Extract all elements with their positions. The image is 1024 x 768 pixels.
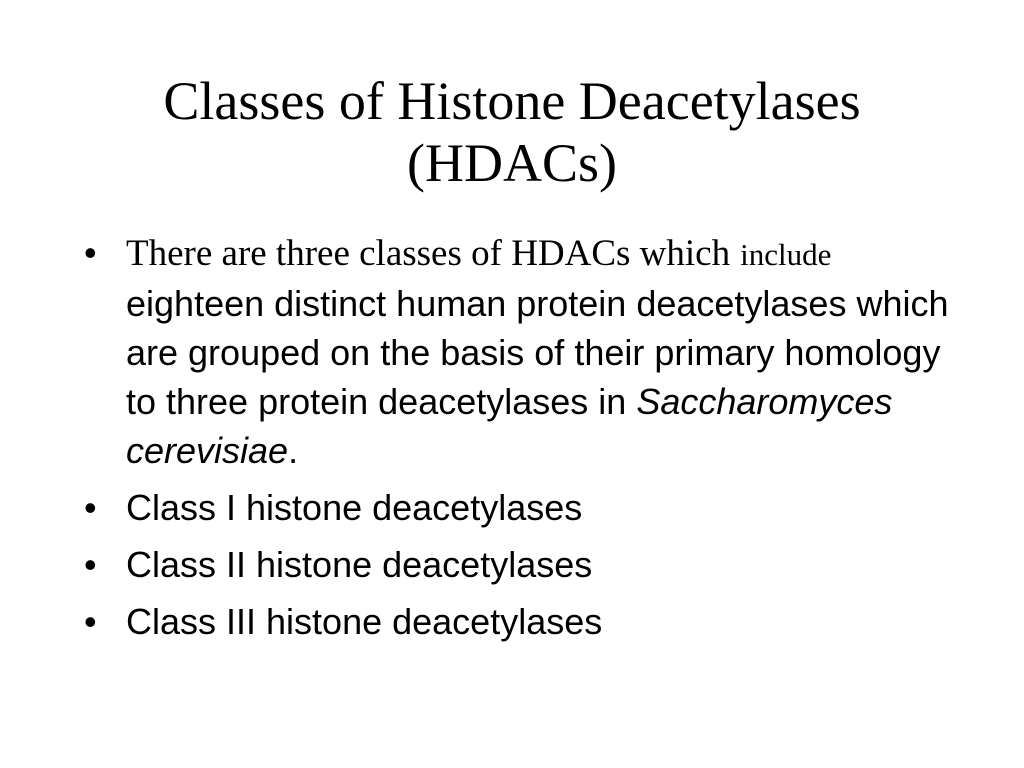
bullet-dot-icon: • <box>84 487 97 528</box>
title-line-2: (HDACs) <box>407 133 617 193</box>
bullet-text-class-1: Class I histone deacetylases <box>126 487 583 528</box>
intro-species-name: Saccharomyces cerevisiae <box>126 381 893 471</box>
title-line-1: Classes of Histone Deacetylases <box>163 71 861 131</box>
bullet-item-intro <box>84 228 964 475</box>
bullet-item-class-2 <box>84 540 964 589</box>
intro-period: . <box>288 430 299 471</box>
bullet-item-class-1 <box>84 483 964 532</box>
bullet-list <box>84 228 964 654</box>
bullet-item-class-3 <box>84 597 964 646</box>
bullet-dot-icon: • <box>84 544 97 585</box>
intro-sans-text: eighteen distinct human protein deacetylases which are grouped on the basis of their primary homology to three protein deacetylases in <box>126 283 949 422</box>
slide-title <box>60 70 964 194</box>
bullet-dot-icon: • <box>84 232 97 273</box>
intro-serif-text: There are three classes of HDACs which <box>126 233 731 274</box>
intro-serif-include: include <box>740 237 832 272</box>
bullet-dot-icon: • <box>84 601 97 642</box>
bullet-text-class-3: Class III histone deacetylases <box>126 601 603 642</box>
bullet-text-class-2: Class II histone deacetylases <box>126 544 593 585</box>
